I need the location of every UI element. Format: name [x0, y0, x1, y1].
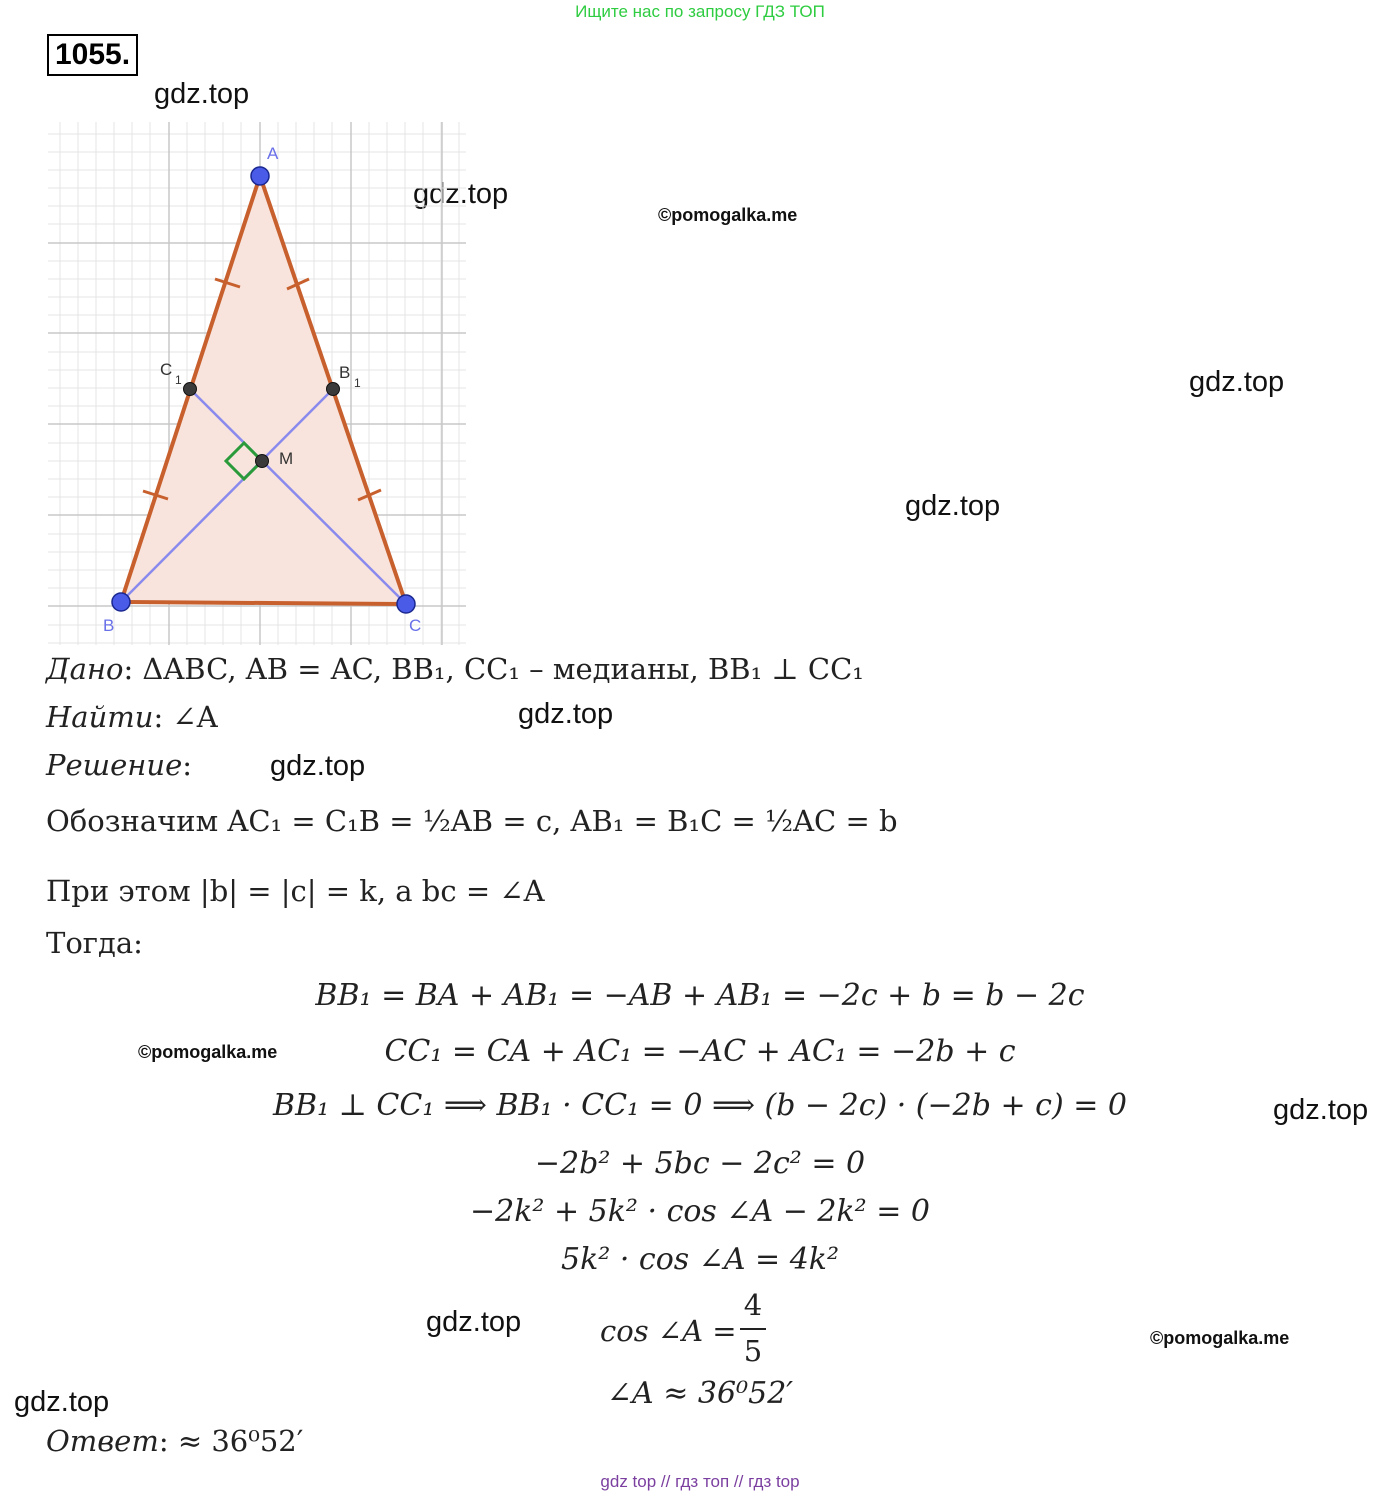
answer-line: [46, 1424, 303, 1458]
label-B: B: [103, 616, 115, 635]
fraction-bar: [740, 1328, 766, 1330]
denote-line: Обозначим AC₁ = C₁B = ½AB = c, AB₁ = B₁C = ½AC = b: [46, 804, 898, 838]
cos-numerator: 4: [743, 1288, 763, 1322]
label-C1: C: [160, 360, 173, 379]
equation-expand: −2b² + 5bc − 2c² = 0: [534, 1146, 866, 1181]
solution-label: Решение: [46, 748, 183, 782]
solution-colon: :: [182, 748, 193, 782]
watermark-gdz: gdz.top: [14, 1386, 110, 1418]
point-B: [112, 593, 130, 611]
point-C1: [184, 383, 197, 396]
label-B1-sub: 1: [354, 376, 361, 390]
watermark-pomogalka: ©pomogalka.me: [138, 1042, 278, 1062]
find-line: [46, 700, 218, 734]
watermark-gdz: gdz.top: [413, 178, 509, 210]
watermark-pomogalka: ©pomogalka.me: [1150, 1328, 1290, 1348]
given-line: [46, 652, 864, 686]
label-M: M: [279, 449, 294, 468]
equation-bb1: BB₁ = BA + AB₁ = −AB + AB₁ = −2c + b = b − 2c: [315, 978, 1085, 1013]
given-text: : ΔABC, AB = AC, BB₁, CC₁ – медианы, BB₁ ⊥ CC₁: [123, 652, 864, 686]
equation-cc1: CC₁ = CA + AC₁ = −AC + AC₁ = −2b + c: [384, 1034, 1016, 1069]
label-B1: B: [339, 363, 351, 382]
cos-result: [600, 1288, 800, 1368]
triangle-figure: [0, 0, 480, 650]
watermark-gdz: gdz.top: [1273, 1094, 1369, 1126]
watermark-pomogalka: ©pomogalka.me: [658, 205, 798, 225]
where-line: При этом |b| = |c| = k, а bc = ∠A: [46, 874, 545, 908]
find-text: : ∠A: [153, 700, 218, 734]
cos-denominator: 5: [743, 1334, 763, 1368]
angle-result: ∠A ≈ 36⁰52′: [606, 1376, 794, 1411]
find-label: Найти: [46, 700, 154, 734]
label-C: C: [409, 616, 422, 635]
footer-links[interactable]: gdz top // гдз топ // гдз top: [600, 1472, 800, 1491]
then-line: Тогда:: [46, 926, 143, 960]
watermark-gdz: gdz.top: [905, 490, 1001, 522]
point-C: [397, 595, 415, 613]
watermark-gdz: gdz.top: [426, 1306, 522, 1338]
solution-line: [46, 748, 192, 782]
watermark-gdz: gdz.top: [154, 78, 250, 110]
point-M: [256, 455, 269, 468]
point-A: [251, 167, 269, 185]
triangle-fill: [121, 176, 406, 604]
answer-label: Ответ: [46, 1424, 159, 1458]
answer-text: : ≈ 36⁰52′: [158, 1424, 304, 1458]
equation-k: −2k² + 5k² · cos ∠A − 2k² = 0: [470, 1194, 930, 1229]
watermark-gdz: gdz.top: [270, 750, 366, 782]
watermark-gdz: gdz.top: [1189, 366, 1285, 398]
problem-number: 1055.: [47, 34, 138, 76]
given-label: Дано: [46, 652, 124, 686]
cos-lhs: cos ∠A =: [600, 1314, 737, 1348]
equation-perpendicular: BB₁ ⊥ CC₁ ⟹ BB₁ · CC₁ = 0 ⟹ (b − 2c) · (−2b + c) = 0: [273, 1088, 1127, 1123]
search-note: Ищите нас по запросу ГДЗ ТОП: [575, 2, 825, 21]
equation-simplified: 5k² · cos ∠A = 4k²: [561, 1242, 839, 1277]
point-B1: [327, 383, 340, 396]
watermark-gdz: gdz.top: [518, 698, 614, 730]
label-A: A: [267, 144, 279, 163]
label-C1-sub: 1: [175, 373, 182, 387]
